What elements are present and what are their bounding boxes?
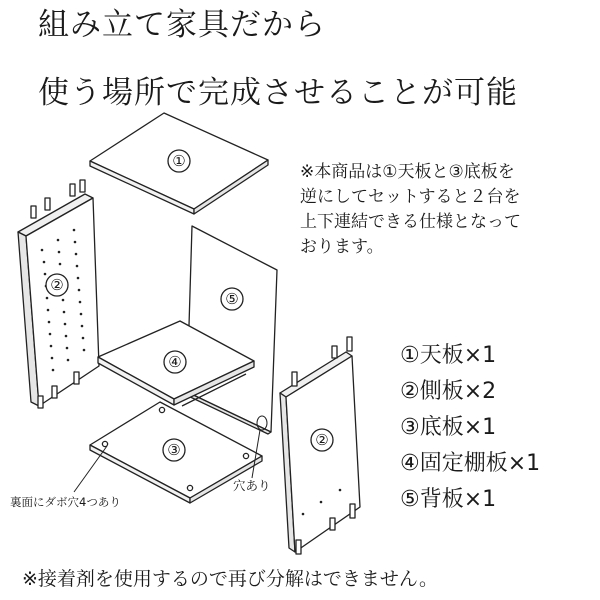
parts-list-item: ②側板×2: [400, 379, 497, 404]
hole-label: 穴あり: [233, 478, 271, 493]
parts-list-item: ⑤背板×1: [400, 487, 497, 512]
parts-list-item: ④固定棚板×1: [400, 451, 541, 476]
left-side-panel: [18, 180, 99, 408]
label-fixed-shelf: ④: [168, 353, 182, 371]
parts-list-item: ①天板×1: [400, 343, 497, 368]
note-line: ※本商品は①天板と③底板を: [300, 162, 515, 182]
label-top-board: ①: [172, 152, 186, 170]
parts-list: [400, 338, 540, 518]
note-line: おります。: [300, 237, 384, 257]
headline-line-2: 使う場所で完成させることが可能: [38, 75, 518, 111]
label-right-side: ②: [315, 431, 329, 449]
footer-note: ※接着剤を使用するので再び分解はできません。: [22, 568, 439, 590]
note-line: 逆にしてセットすると２台を: [300, 187, 521, 207]
headline-line-1: 組み立て家具だから: [38, 7, 326, 43]
dowel-hole-label: 裏面にダボ穴4つあり: [10, 495, 121, 509]
assembly-note: [300, 160, 590, 260]
note-line: 上下連結できる仕様となって: [300, 212, 521, 232]
label-left-side: ②: [50, 276, 64, 294]
label-back-board: ⑤: [225, 290, 239, 308]
label-bottom-board: ③: [167, 441, 181, 459]
parts-list-item: ③底板×1: [400, 415, 497, 440]
